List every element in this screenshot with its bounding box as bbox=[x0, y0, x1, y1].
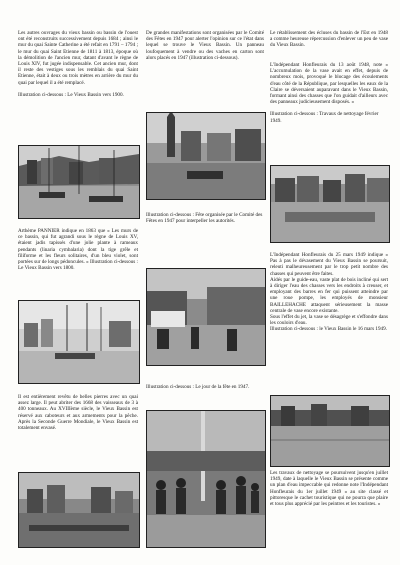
caption-fete-comite: Illustration ci-dessous : Fête organisée par le Comité des Fêtes en 1947 pour interpeller les autorités. bbox=[146, 212, 263, 225]
column-left-2 bbox=[18, 228, 138, 271]
paragraph-ecluses: Le rétablissement des écluses du bassin de l'Est en 1948 a comme heureuse répercussion d'enlever un peu de vase du Vieux Bassin. bbox=[270, 30, 388, 49]
harbor-1949-icon bbox=[19, 473, 139, 547]
column-right bbox=[270, 30, 388, 49]
paragraph-travaux-juillet: Les travaux de nettoyage se poursuivent jusqu'en juillet 1949, date à laquelle le Vieux Bassin se présente comme un plan d'eau impeccable qui redonne note l'Indépendant Honfleurais du 1er juillet 1949 « au site classé et pittoresque le cachet touristique qui ne pourra que plaire et tous plus apprécié par les peintres et les touristes. » bbox=[270, 470, 388, 508]
festival-1947-icon bbox=[147, 113, 265, 199]
photo-jour-fete bbox=[146, 410, 266, 548]
harbor-1949-feb-icon bbox=[271, 166, 389, 242]
column-right-3 bbox=[270, 252, 388, 333]
photo-vieux-bassin-1800 bbox=[18, 300, 140, 384]
photo-vieux-bassin-16-mars-1949 bbox=[270, 395, 390, 467]
paragraph-intro: Les autres ouvrages du vieux bassin ou bassin de l'ouest ont été reconstruits successivement depuis 1684 ; ainsi le mur du quai Sainte Catherine a été refait en 1791 – 1794 ; le mur du quai Saint Etienne de 1811 à 1813, époque où la démolition de l'ancien mur, datant d'avant le règne de Louis XIV, fut jugée indispensable. Cet ancien mur, dont il reste des vestiges sous les remblais du quai Saint Etienne, était à deux ou trois mètres en arrière du mur du quai par lequel il a été remplacé. bbox=[18, 30, 138, 86]
column-left-3 bbox=[18, 394, 138, 431]
caption-16-mars-1949: Illustration ci-dessous : le Vieux Bassin le 16 mars 1949. bbox=[270, 326, 387, 333]
column-middle-2 bbox=[146, 212, 264, 224]
caption-travaux-1949: Illustration ci-dessous : Travaux de nettoyage février 1949. bbox=[270, 111, 379, 124]
paragraph-fetes: De grandes manifestations sont organisées par le Comité des Fêtes en 1947 pour alerter l'opinion sur ce l'état dans lequel se trouve le Vieux Bassin. Un panneau loufoquement à vendre ou des vaches en carton sont alors placés en 1947 (illustration ci-dessous). bbox=[146, 30, 264, 61]
column-middle bbox=[146, 30, 264, 61]
column-left bbox=[18, 30, 138, 98]
caption-1900: Illustration ci-dessous : Le Vieux Bassin vers 1900. bbox=[18, 91, 124, 98]
photo-vieux-bassin-1900 bbox=[18, 145, 140, 219]
paragraph-pannier: Arthème PANNIER indique en 1863 que « Les murs de ce bassin, qui fut agrandi sous le règne de Louis XV, étaient jadis tapissés d'une jolie plante à rameaux pendants (linaria cymbalaria) dont la tige grêle et filiforme et les fleurs solitaires, d'un bleu violet, sont portées sur de longs pédoncules. » Illustration ci-dessous : Le Vieux Bassin vers 1800. bbox=[18, 228, 138, 272]
column-right-4 bbox=[270, 470, 388, 507]
photo-fete-panneau bbox=[146, 268, 266, 366]
photo-bassin-lower-left bbox=[18, 472, 140, 548]
paragraph-independant-1948: L'Indépendant Honfleurais du 13 août 1948, note « L'accumulation de la vase avait en effet, depuis de nombreux mois, provoqué le blocage des écoulements d'eau côté de la République, par lesquelles les eaux de la Claire se déversaient auparavant dans le Vieux Bassin, formant ainsi des chasses que l'on guidait d'ailleurs avec des panneaux judicieusement disposés. » bbox=[270, 62, 388, 106]
harbor-march-1949-icon bbox=[271, 396, 389, 466]
photo-fete-1947 bbox=[146, 112, 266, 200]
paragraph-independant-1949: L'Indépendant Honfleurais du 25 mars 1949 indique « Pas à pas le dévasement du Vieux Bassin se poursuit, releuti malheureusement par le trop petit nombre des chasses qui peuvent être faites. bbox=[270, 252, 388, 277]
paragraph-quai: Il est entièrement revêtu de belles pierres avec un quai assez large. Il peut abriter des 1668 des vaisseaux de 3 à 400 tonneaux. Au XVIIIème siècle, le Vieux Bassin est réservé aux caboteurs et aux armements pour la pêche. Après la Seconde Guerre Mondiale, le Vieux Bassin est totalement envasé. bbox=[18, 394, 138, 432]
paragraph-guide-eau: Aidés par le guide-eau, vaste plat de bois incliné qui sert à diriger l'eau des chasses vers les endroits à creuser, et employant des barres en fer qui puissent atteindre par une roue pompe, les employés de monsieur BAILLEHACHE attaquent sérieusement la masse centrale de vase encore existante. bbox=[270, 276, 388, 314]
festival-day-1947-icon bbox=[147, 269, 265, 365]
paragraph-jet: Sous l'effet du jet, la vase se désagrège et s'effondre dans les couloirs d'eau. bbox=[270, 314, 388, 327]
caption-jour-fete: Illustration ci-dessous : Le jour de la fête en 1947. bbox=[146, 384, 250, 390]
crowd-1947-icon bbox=[147, 411, 265, 547]
harbor-1800-engraving-icon bbox=[19, 301, 139, 383]
column-right-2 bbox=[270, 62, 388, 124]
photo-travaux-1949 bbox=[270, 165, 390, 243]
column-middle-3 bbox=[146, 384, 264, 390]
harbor-1900-icon bbox=[19, 146, 139, 218]
